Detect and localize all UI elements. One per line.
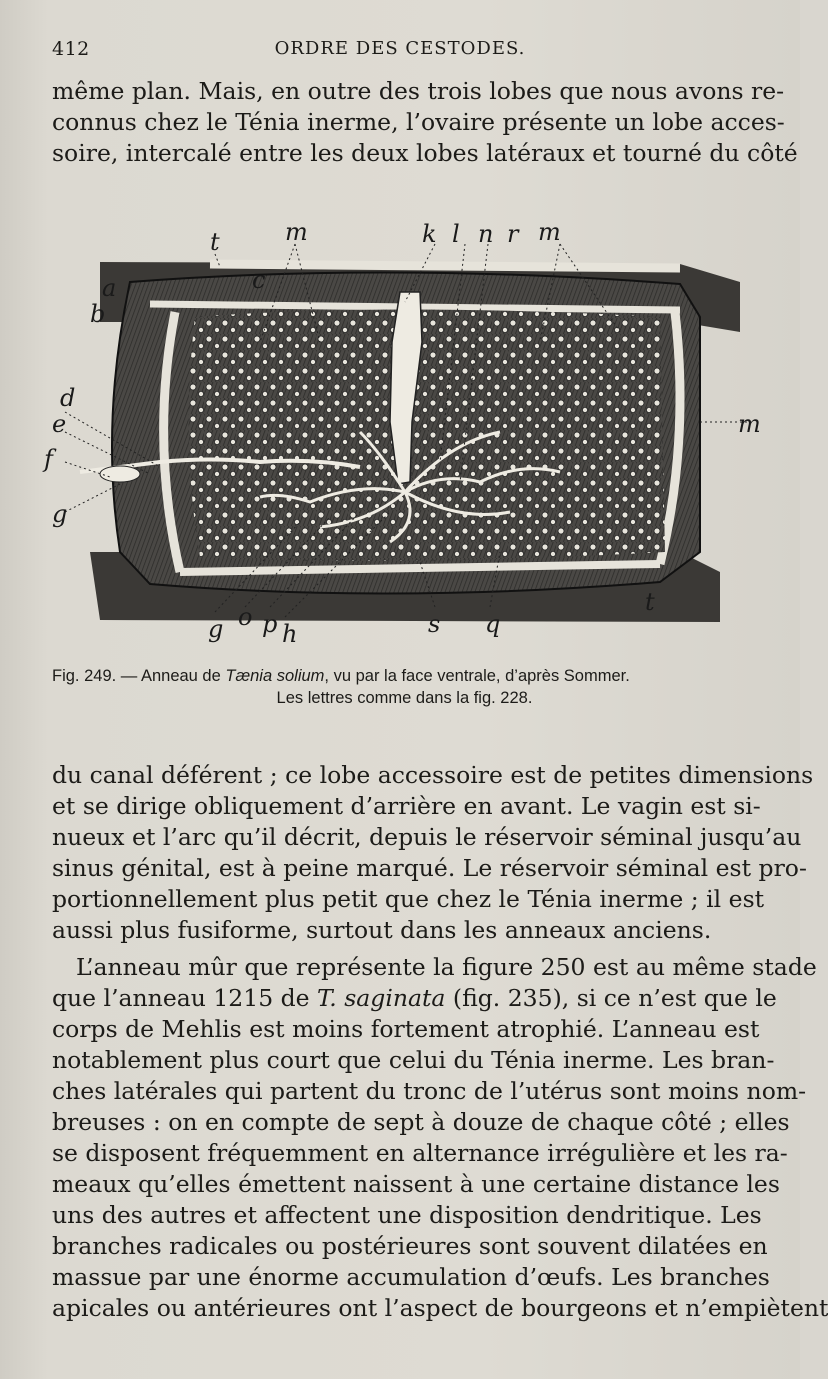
- fig-label-c: c: [252, 266, 266, 294]
- caption-species: Tænia solium: [225, 667, 325, 685]
- fig-label-t: t: [210, 228, 220, 256]
- figure-caption: [52, 665, 757, 709]
- text-line: branches radicales ou postérieures sont souvent dilatées en: [52, 1232, 768, 1260]
- top-paragraph: [52, 76, 798, 169]
- fig-label-o: o: [238, 603, 253, 631]
- text-line: soire, intercalé entre les deux lobes latéraux et tourné du côté: [52, 139, 798, 167]
- text-line: corps de Mehlis est moins fortement atrophié. L’anneau est: [52, 1015, 760, 1043]
- fig-label-r: r: [507, 220, 519, 248]
- text-line: apicales ou antérieures ont l’aspect de bourgeons et n’empiètent: [52, 1294, 828, 1322]
- text-line: ches latérales qui partent du tronc de l’utérus sont moins nom-: [52, 1077, 807, 1105]
- fig-label-f: f: [44, 445, 53, 473]
- text-line: se disposent fréquemment en alternance irrégulière et les ra-: [52, 1139, 788, 1167]
- text-line: [52, 983, 777, 1014]
- caption-line-1: [52, 665, 757, 687]
- fig-label-d: d: [60, 384, 76, 412]
- fig-label-p: p: [262, 610, 278, 638]
- text-line: sinus génital, est à peine marqué. Le réservoir séminal est pro-: [52, 854, 807, 882]
- fig-label-n: n: [478, 220, 494, 248]
- body-paragraph-1: [52, 760, 814, 946]
- text-line: même plan. Mais, en outre des trois lobes que nous avons re-: [52, 77, 785, 105]
- text-line: et se dirige obliquement d’arrière en avant. Le vagin est si-: [52, 792, 761, 820]
- fig-label-m-side: m: [738, 410, 761, 438]
- fig-label-q: q: [485, 610, 501, 638]
- running-head: [50, 38, 750, 68]
- fig-label-g-bottom: g: [208, 615, 224, 643]
- fig-label-l: l: [452, 220, 460, 248]
- caption-line-2: Les lettres comme dans la fig. 228.: [276, 689, 533, 707]
- text-segment: que l’anneau 1215 de: [52, 984, 318, 1012]
- running-title: ORDRE DES CESTODES.: [274, 38, 526, 59]
- genital-sinus: [100, 466, 140, 482]
- caption-prefix: Fig. 249. — Anneau de: [52, 667, 226, 685]
- text-line: meaux qu’elles émettent naissent à une certaine distance les: [52, 1170, 780, 1198]
- text-line: aussi plus fusiforme, surtout dans les anneaux anciens.: [52, 916, 712, 944]
- text-line: notablement plus court que celui du Ténia inerme. Les bran-: [52, 1046, 775, 1074]
- fig-label-g: g: [52, 500, 68, 528]
- caption-suffix: , vu par la face ventrale, d’après Sommer.: [324, 667, 630, 685]
- species-name: T. saginata: [317, 984, 446, 1012]
- text-line: portionnellement plus petit que chez le Ténia inerme ; il est: [52, 885, 765, 913]
- text-line: connus chez le Ténia inerme, l’ovaire présente un lobe acces-: [52, 108, 785, 136]
- fig-label-b: b: [90, 300, 106, 328]
- fig-label-s: s: [428, 610, 441, 638]
- text-line: uns des autres et affectent une disposition dendritique. Les: [52, 1201, 762, 1229]
- fig-label-m: m: [285, 218, 308, 246]
- fig-label-k: k: [422, 220, 437, 248]
- text-line: L’anneau mûr que représente la figure 250 est au même stade: [76, 953, 817, 981]
- fig-label-m-right: m: [538, 218, 561, 246]
- figure-249-engraving: [44, 218, 761, 652]
- text-segment: (fig. 235), si ce n’est que le: [445, 984, 777, 1012]
- fig-label-a: a: [102, 274, 117, 302]
- page-number: 412: [52, 38, 90, 60]
- uterus-egg-field: [189, 310, 665, 562]
- tapeworm-segment-illustration: [44, 218, 761, 652]
- text-line: du canal déférent ; ce lobe accessoire est de petites dimensions: [52, 761, 814, 789]
- body-paragraph-2: [52, 952, 828, 1324]
- fig-label-h: h: [282, 620, 298, 648]
- text-line: breuses : on en compte de sept à douze de chaque côté ; elles: [52, 1108, 790, 1136]
- fig-label-t-bottom: t: [645, 588, 655, 616]
- fig-label-e: e: [52, 410, 67, 438]
- text-line: massue par une énorme accumulation d’œufs. Les branches: [52, 1263, 770, 1291]
- text-line: nueux et l’arc qu’il décrit, depuis le réservoir séminal jusqu’au: [52, 823, 802, 851]
